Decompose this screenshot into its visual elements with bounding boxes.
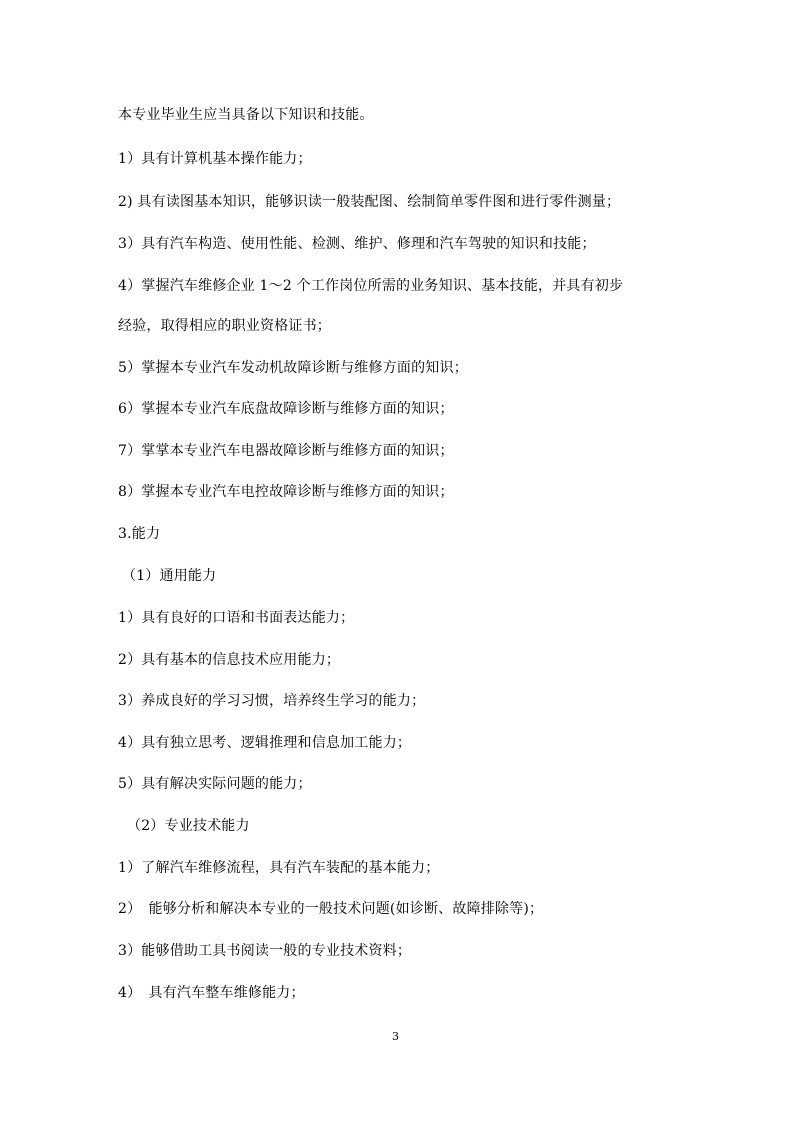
knowledge-item-4: 4）掌握汽车维修企业 1～2 个工作岗位所需的业务知识、基本技能，并具有初步 <box>118 278 624 294</box>
intro-line: 本专业毕业生应当具备以下知识和技能。 <box>118 107 374 123</box>
technical-ability-item-3: 3）能够借助工具书阅读一般的专业技术资料； <box>118 943 412 959</box>
general-ability-item-1: 1）具有良好的口语和书面表达能力； <box>118 610 355 626</box>
general-ability-item-2: 2）具有基本的信息技术应用能力； <box>118 652 341 668</box>
subheading-general-ability: （1）通用能力 <box>122 568 217 584</box>
knowledge-item-6: 6）掌握本专业汽车底盘故障诊断与维修方面的知识； <box>118 401 454 417</box>
technical-ability-item-4: 4） 具有汽车整车维修能力； <box>118 985 305 1001</box>
subheading-technical-ability: （2）专业技术能力 <box>127 818 250 834</box>
general-ability-item-3: 3）养成良好的学习习惯，培养终生学习的能力； <box>118 693 426 709</box>
knowledge-item-7: 7）掌掌本专业汽车电器故障诊断与维修方面的知识； <box>118 443 454 459</box>
technical-ability-item-1: 1）了解汽车维修流程，具有汽车装配的基本能力； <box>118 860 440 876</box>
knowledge-item-5: 5）掌握本专业汽车发动机故障诊断与维修方面的知识； <box>118 360 468 376</box>
technical-ability-item-2: 2） 能够分析和解决本专业的一般技术问题(如诊断、故障排除等)； <box>118 901 544 917</box>
knowledge-item-2: 2) 具有读图基本知识，能够识读一般装配图、绘制简单零件图和进行零件测量； <box>118 194 621 210</box>
knowledge-item-3: 3）具有汽车构造、使用性能、检测、维护、修理和汽车驾驶的知识和技能； <box>118 236 596 252</box>
section-heading-ability: 3.能力 <box>118 526 161 542</box>
general-ability-item-4: 4）具有独立思考、逻辑推理和信息加工能力； <box>118 735 412 751</box>
knowledge-item-4-continued: 经验，取得相应的职业资格证书； <box>118 318 331 334</box>
knowledge-item-1: 1）具有计算机基本操作能力； <box>118 151 312 167</box>
knowledge-item-8: 8）掌握本专业汽车电控故障诊断与维修方面的知识； <box>118 484 454 500</box>
page-number: 3 <box>392 1030 399 1043</box>
general-ability-item-5: 5）具有解决实际问题的能力； <box>118 776 312 792</box>
